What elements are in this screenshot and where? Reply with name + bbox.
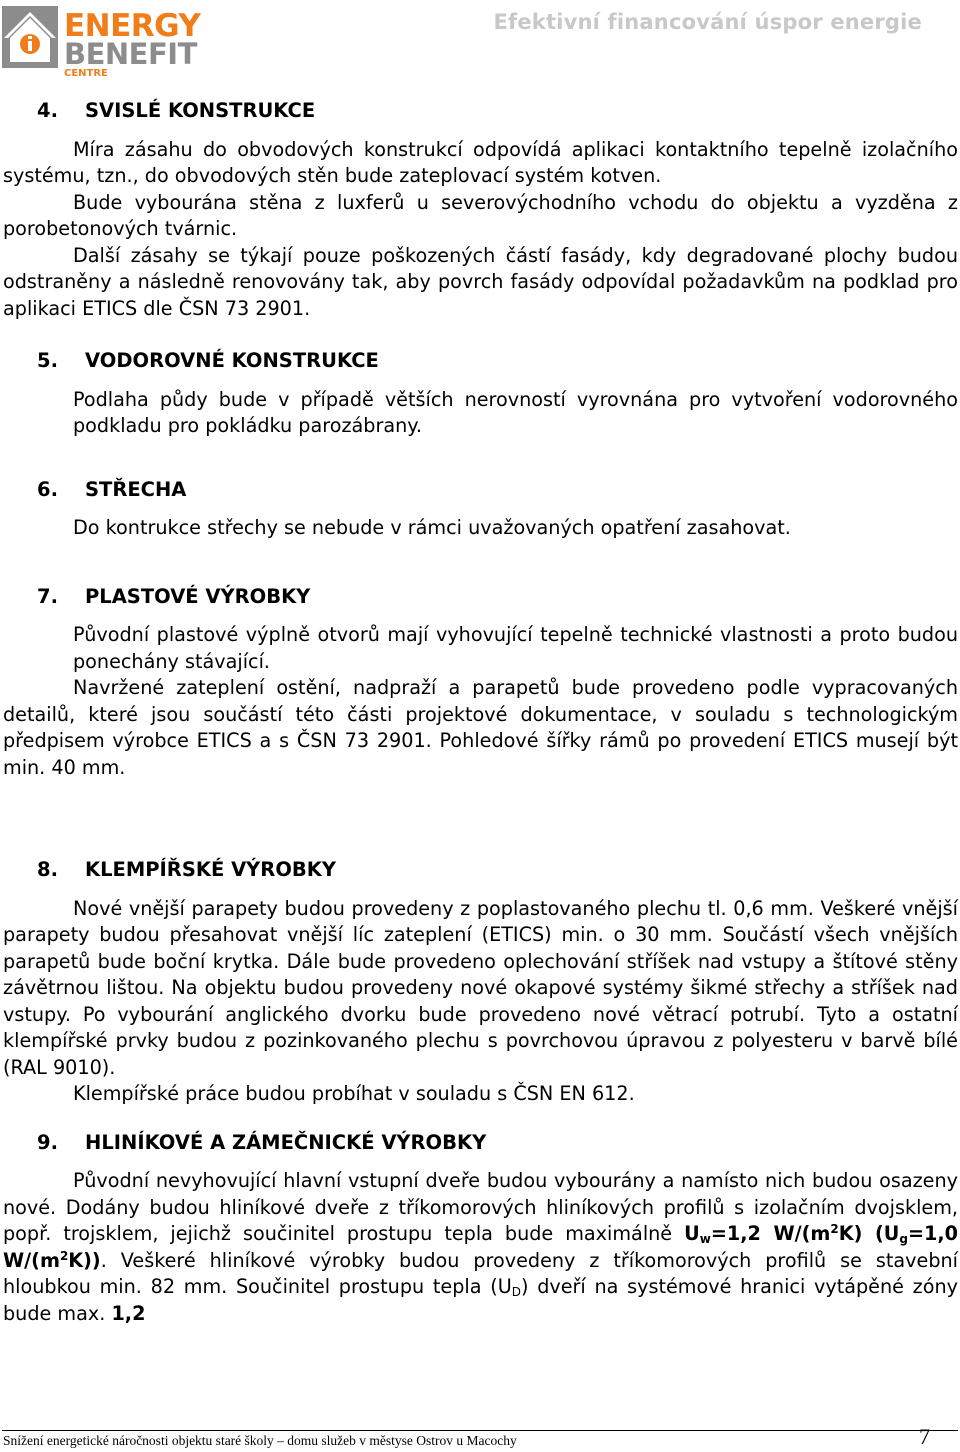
section-number: 6.: [37, 477, 58, 501]
section-4: [3, 98, 958, 322]
section-title: PLASTOVÉ VÝROBKY: [85, 584, 311, 608]
subscript: g: [899, 1232, 908, 1246]
footer-text: Snížení energetické náročnosti objektu staré školy – domu služeb v městyse Ostrov u Macochy: [3, 1433, 517, 1448]
paragraph: Do kontrukce střechy se nebude v rámci uvažovaných opatření zasahovat.: [73, 516, 791, 539]
superscript: 2: [59, 1248, 69, 1263]
section-title: HLINÍKOVÉ A ZÁMEČNICKÉ VÝROBKY: [85, 1130, 487, 1154]
text-run: K) (U: [838, 1222, 900, 1245]
paragraph: Bude vybourána stěna z luxferů u severovýchodního vchodu do objektu a vyzděna z porobetonových tvárnic.: [3, 190, 958, 240]
section-number: 9.: [37, 1130, 58, 1154]
section-number: 4.: [37, 99, 58, 122]
section-number: 5.: [37, 349, 58, 372]
section-heading: [37, 857, 958, 884]
text-run: U: [684, 1222, 700, 1245]
paragraph: Navržené zateplení ostění, nadpraží a parapetů bude provedeno podle vypracovaných detailů, které jsou součástí této části projektové dokumentace, v souladu s technologickým předpisem výrobce ETICS a s ČSN 73 2901. Pohledové šířky rámů po provedení ETICS musejí být min. 40 mm.: [3, 676, 958, 779]
svg-text:CENTRE: CENTRE: [64, 68, 108, 78]
superscript: 2: [830, 1222, 839, 1236]
document-body: [3, 98, 958, 1327]
section-number: 8.: [37, 858, 58, 881]
text-run: =1,2 W/(m: [710, 1222, 831, 1245]
text-run: 1,2: [111, 1301, 146, 1325]
section-9: [3, 1130, 958, 1328]
svg-text:BENEFIT: BENEFIT: [64, 37, 197, 71]
text-run: Původní nevyhovující hlavní vstupní dveře budou vybourány a namísto nich budou osazeny nové. Dodány budou hliníkové dveře z tříkomorových hliníkových profilů s izolačním dvojsklem, popř. trojsklem, jejichž součinitel prostupu tepla bude maximálně: [3, 1169, 958, 1245]
text-run: =1,0 W/(m: [3, 1222, 959, 1272]
section-title: SVISLÉ KONSTRUKCE: [85, 99, 316, 122]
footer-divider: [2, 1430, 958, 1431]
subscript: D: [511, 1285, 521, 1299]
section-title: KLEMPÍŘSKÉ VÝROBKY: [85, 858, 336, 881]
text-run: K)): [68, 1248, 101, 1272]
section-5: [3, 348, 958, 440]
paragraph: Nové vnější parapety budou provedeny z poplastovaného plechu tl. 0,6 mm. Veškeré vnější parapety budou přesahovat vnější líc zateplení (ETICS) min. o 30 mm. Součástí všech vnějších parapetů bude boční krytka. Dále bude provedeno oplechování stříšek nad vstupy a štítové stěny závětrnou lištou. Na objektu budou provedeny nové okapové systémy šikmé střechy a stříšek nad vstupy. Po vybourání anglického dvorku bude provedeno nové větrací potrubí. Tyto a ostatní klempířské prvky budou z pozinkovaného plechu s povrchovou úpravou z polyesteru v barvě bílé (RAL 9010).: [3, 896, 958, 1079]
svg-text:ENERGY: ENERGY: [64, 8, 201, 44]
section-heading: [37, 477, 958, 504]
subscript: w: [699, 1232, 711, 1246]
header-title: Efektivní financování úspor energie: [493, 10, 922, 34]
energy-benefit-logo: [2, 4, 237, 78]
section-number: 7.: [37, 584, 58, 608]
paragraph: Podlaha půdy bude v případě větších nerovností vyrovnána pro vytvoření vodorovného podkladu pro pokládku parozábrany.: [73, 387, 958, 437]
section-6: [3, 477, 958, 542]
section-title: STŘECHA: [85, 477, 187, 501]
paragraph: Míra zásahu do obvodových konstrukcí odpovídá aplikaci kontaktního tepelně izolačního systému, tzn., do obvodových stěn bude zateplovací systém kotven.: [3, 137, 958, 187]
text-run: ) dveří na systémové hranici vytápěné zóny bude max.: [3, 1275, 958, 1325]
section-8: [3, 857, 958, 1108]
section-heading: [37, 1130, 958, 1157]
text-run: . Veškeré hliníkové výrobky budou provedeny z tříkomorových profilů se stavební hloubkou min. 82 mm. Součinitel prostupu tepla (U: [3, 1248, 958, 1298]
section-heading: [37, 584, 958, 611]
section-heading: [37, 348, 958, 375]
page-number: 7: [919, 1424, 930, 1449]
paragraph: Další zásahy se týkají pouze poškozených částí fasády, kdy degradované plochy budou odstraněny a následně renovovány tak, aby povrch fasády odpovídal požadavkům na podklad pro aplikaci ETICS dle ČSN 73 2901.: [3, 243, 958, 320]
section-title: VODOROVNÉ KONSTRUKCE: [85, 349, 379, 372]
section-heading: [37, 98, 958, 125]
paragraph: [3, 1168, 958, 1327]
section-7: [3, 584, 958, 782]
paragraph: Klempířské práce budou probíhat v souladu s ČSN EN 612.: [73, 1082, 635, 1105]
paragraph: Původní plastové výplně otvorů mají vyhovující tepelně technické vlastnosti a proto budou ponechány stávající.: [73, 623, 958, 673]
